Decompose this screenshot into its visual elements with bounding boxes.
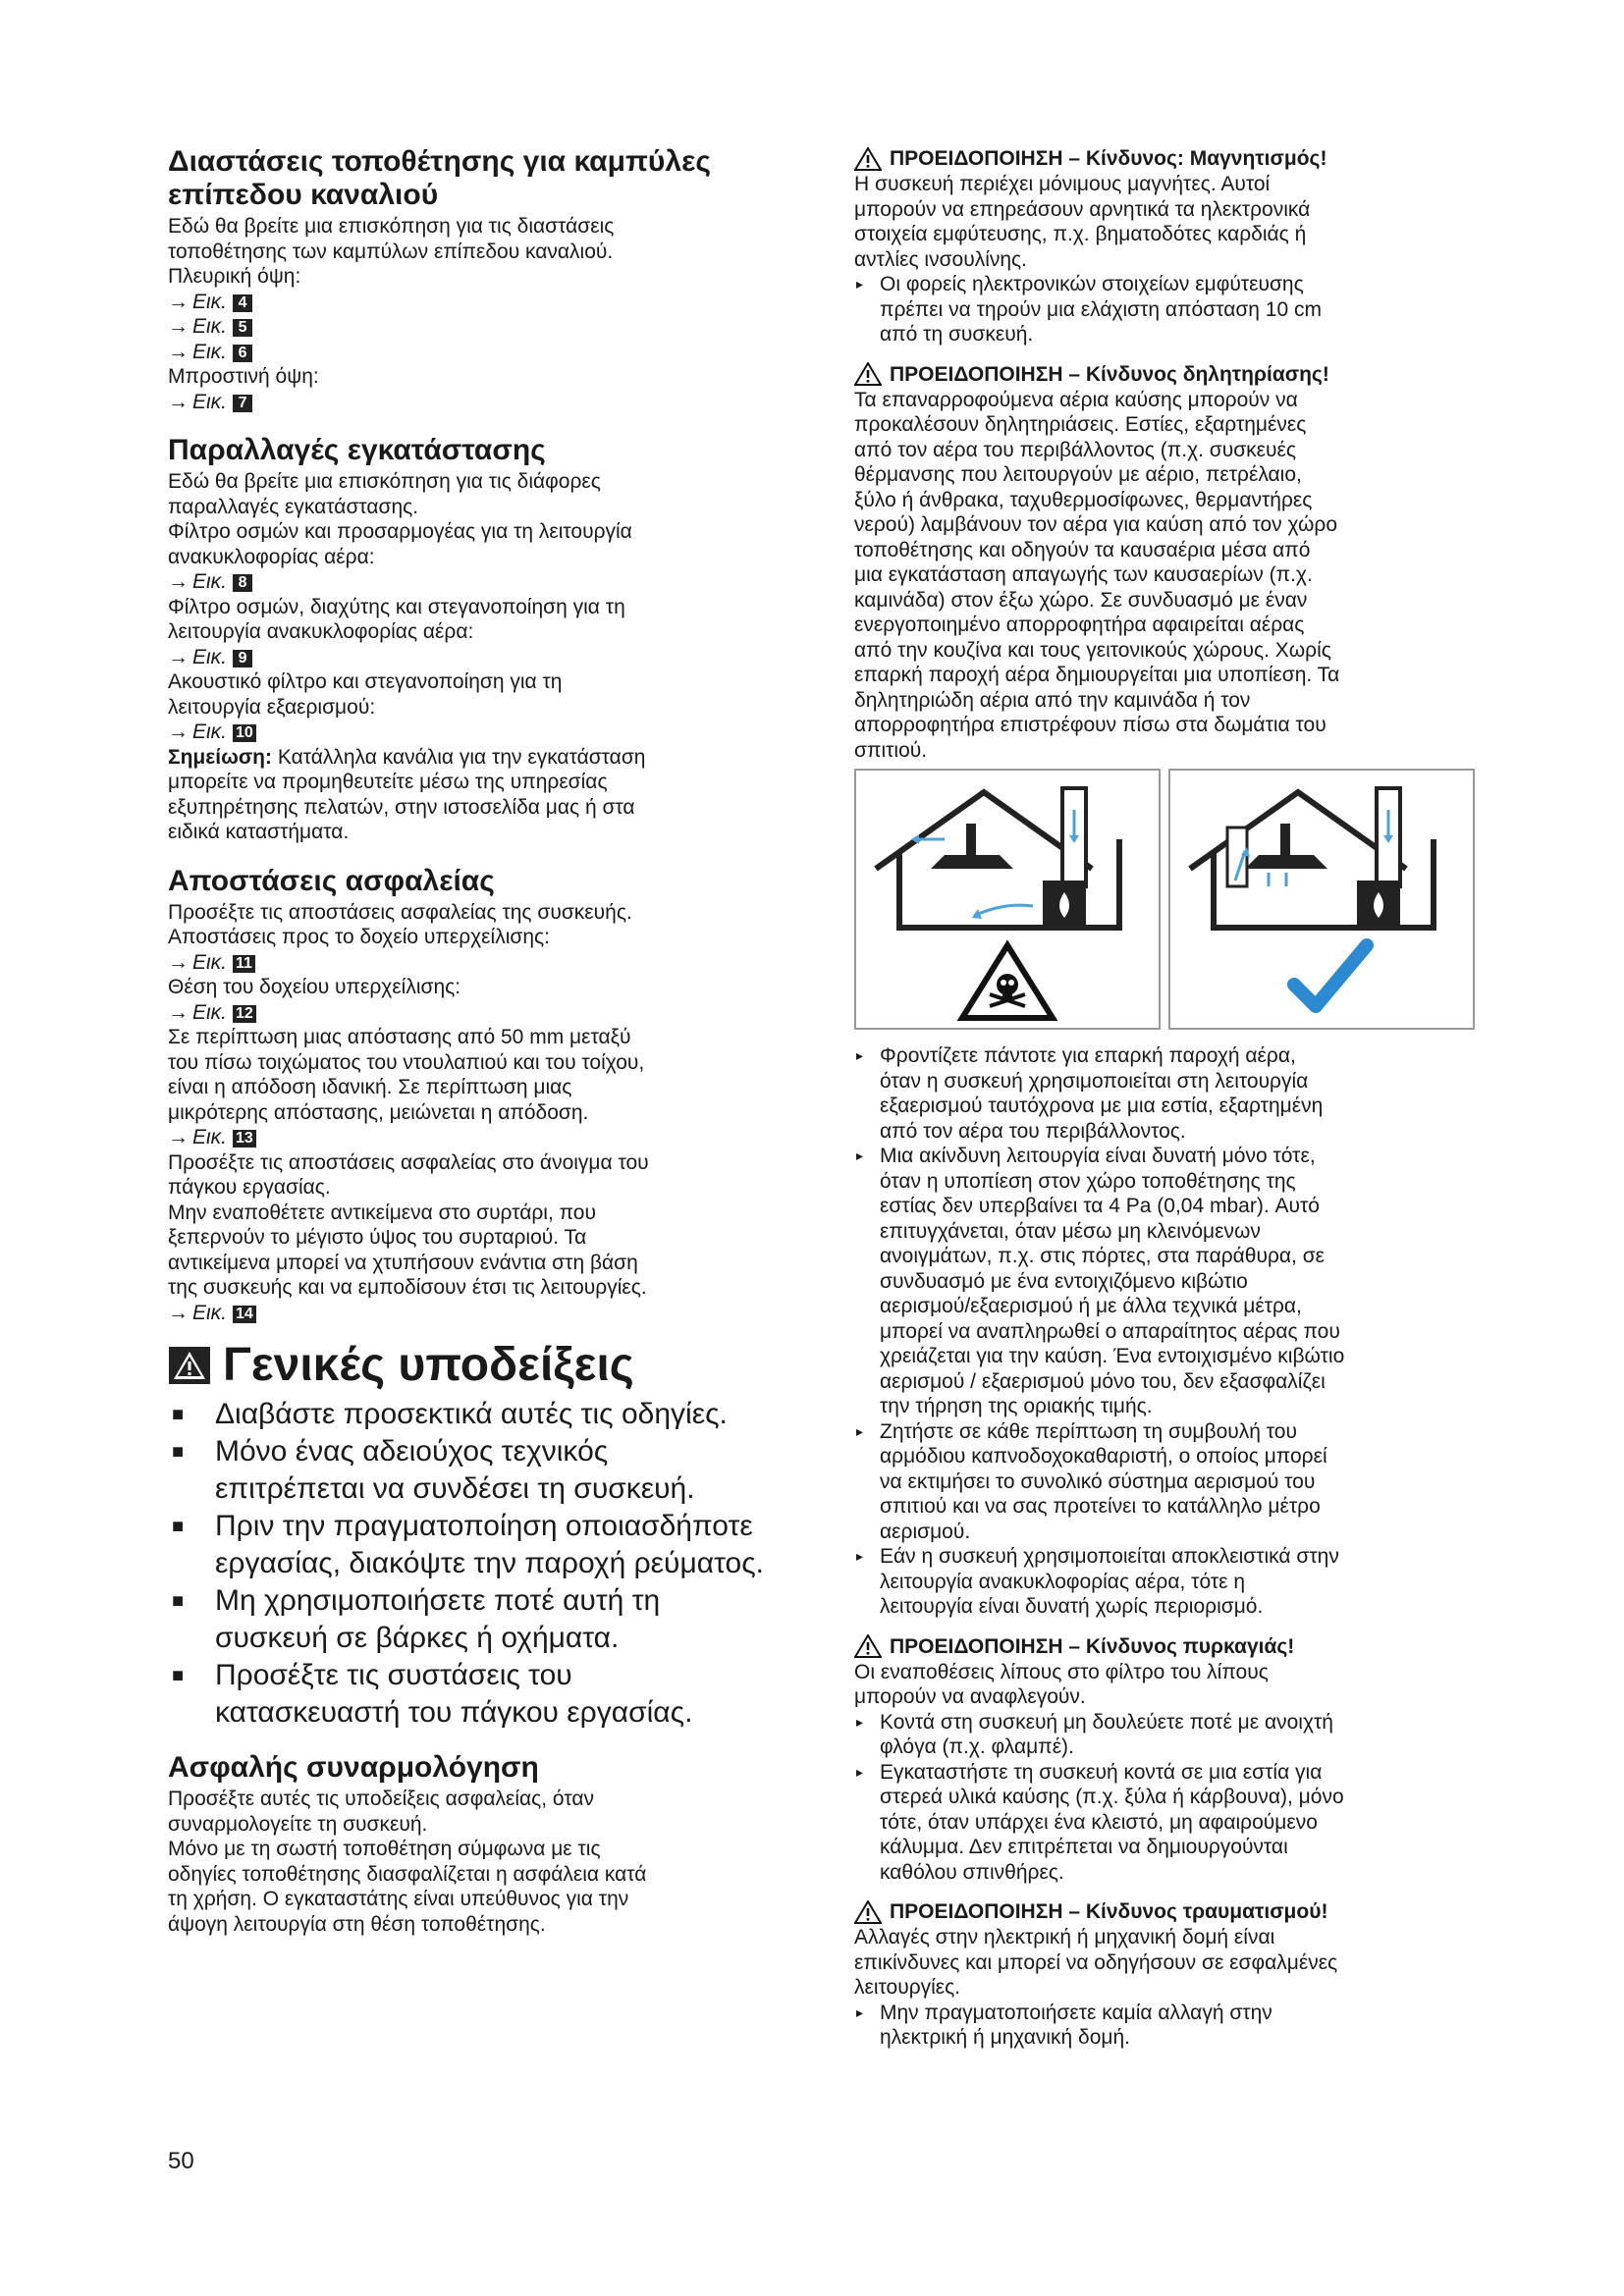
bullet-item: ▸ Φροντίζετε πάντοτε για επαρκή παροχή αέρα, όταν η συσκευή χρησιμοποιείται στη λειτουργία εξαερισμού ταυτόχρονα με μια εστία, εξαρτημένη από τον αέρα του περιβάλλοντος.	[856, 1044, 1324, 1143]
bullet-item: ▸ Οι φορείς ηλεκτρονικών στοιχείων εμφύτευσης πρέπει να τηρούν μια ελάχιστη απόσταση 10 cm από τη συσκευή.	[856, 273, 1322, 346]
paragraph: οδηγίες τοποθέτησης διασφαλίζεται η ασφάλεια κατά	[168, 1862, 647, 1886]
warning-triangle-icon	[854, 1634, 882, 1658]
figure-ref: → Εικ. 12	[168, 1000, 802, 1026]
right-column	[854, 145, 1476, 2051]
paragraph: θέρμανσης που λειτουργούν με αέριο, πετρέλαιο,	[854, 463, 1302, 486]
illustration-row	[854, 769, 1476, 1030]
paragraph: μικρότερης απόστασης, μειώνεται η απόδοση.	[168, 1100, 589, 1124]
figure-ref: → Εικ. 9	[168, 645, 802, 670]
paragraph: Ακουστικό φίλτρο και στεγανοποίηση για τη	[168, 670, 563, 693]
paragraph: είναι η απόδοση ιδανική. Σε περίπτωση μιας	[168, 1076, 572, 1098]
warning-triangle-icon	[854, 147, 882, 171]
paragraph: επικίνδυνες και μπορεί να οδηγήσουν σε εσφαλμένες	[854, 1950, 1338, 1974]
heading-installation-variants: Παραλλαγές εγκατάστασης	[168, 434, 546, 466]
paragraph: δηλητηριώδη αέρια από την καμινάδα ή τον	[854, 688, 1251, 712]
paragraph: Η συσκευή περιέχει μόνιμους μαγνήτες. Αυτοί	[854, 173, 1271, 195]
bullet-item: ▸ Μην πραγματοποιήσετε καμία αλλαγή στην ηλεκτρική ή μηχανική δομή.	[856, 2001, 1272, 2049]
list-item: ■ Μη χρησιμοποιήσετε ποτέ αυτή τη συσκευή σε βάρκες ή οχήματα.	[172, 1584, 661, 1654]
paragraph: αντλίες ινσουλίνης.	[854, 247, 1028, 271]
warning-title-injury: ΠΡΟΕΙΔΟΠΟΙΗΣΗ – Κίνδυνος τραυματισμού!	[854, 1898, 1476, 1925]
paragraph: από την κουζίνα και τους γειτονικούς χώρους. Χωρίς	[854, 638, 1331, 662]
figure-ref: → Εικ. 4	[168, 290, 802, 315]
note-label: Σημείωση:	[168, 745, 273, 769]
paragraph: επαρκή παροχή αέρα δημιουργείται μια υποπίεση. Τα	[854, 664, 1340, 686]
paragraph: Αλλαγές στην ηλεκτρική ή μηχανική δομή είναι	[854, 1926, 1275, 1949]
heading-safety-distances: Αποστάσεις ασφαλείας	[168, 864, 495, 897]
note: Σημείωση: Κατάλληλα κανάλια για την εγκατάσταση	[168, 745, 646, 769]
paragraph: Μην εναποθέτετε αντικείμενα στο συρτάρι, που	[168, 1201, 596, 1224]
left-column	[168, 145, 802, 1937]
paragraph: πάγκου εργασίας.	[168, 1176, 331, 1199]
illustration-unsafe	[854, 769, 1161, 1030]
warning-title-poisoning: ΠΡΟΕΙΔΟΠΟΙΗΣΗ – Κίνδυνος δηλητηρίασης!	[854, 361, 1476, 388]
bullet-item: ▸ Μια ακίνδυνη λειτουργία είναι δυνατή μόνο τότε, όταν η υποπίεση στον χώρο τοποθέτησης της εστίας δεν υπερβαίνει τα 4 Pa (0,04 mbar). Αυτό επιτυγχάνεται, όταν μέσω μη κλεινόμενων ανοιγμάτων, π.χ. στις πόρτες, στα παράθυρα, σε συνδυασμό με ένα εντοιχιζόμενο κιβώτιο αερισμού/εξαερισμού ή με άλλα τεχνικά μέτρα, μπορεί να αναπληρωθεί ο απαραίτητος αέρας που χρειάζεται για την καύση. Ένα εντοιχισμένο κιβώτιο αερισμού / εξαερισμού μόνο του, δεν εξασφαλίζει την τήρηση της οριακής τιμής.	[856, 1145, 1345, 1417]
heading-safe-assembly: Ασφαλής συναρμολόγηση	[168, 1751, 539, 1784]
bullet-item: ▸ Εάν η συσκευή χρησιμοποιείται αποκλειστικά στην λειτουργία ανακυκλοφορίας αέρα, τότε η λειτουργία είναι δυνατή χωρίς περιορισμό.	[856, 1545, 1339, 1618]
paragraph: μια εγκατάσταση απαγωγής των καυσαερίων (π.χ.	[854, 563, 1313, 586]
paragraph: λειτουργία εξαερισμού:	[168, 695, 376, 719]
paragraph: νερού) λαμβάνουν τον αέρα για καύση από τον χώρο	[854, 513, 1337, 536]
figure-ref: → Εικ. 14	[168, 1301, 802, 1326]
paragraph: Εδώ θα βρείτε μια επισκόπηση για τις διάφορες	[168, 470, 601, 493]
paragraph: ξύλο ή άνθρακα, ταχυθερμοσίφωνες, θερμαντήρες	[854, 488, 1313, 511]
paragraph: Προσέξτε τις αποστάσεις ασφαλείας στο άνοιγμα του	[168, 1150, 649, 1174]
warning-title-magnetism: ΠΡΟΕΙΔΟΠΟΙΗΣΗ – Κίνδυνος: Μαγνητισμός!	[854, 145, 1476, 172]
paragraph: ξεπερνούν το μέγιστο ύψος του συρταριού. Τα	[168, 1226, 587, 1249]
paragraph: ανακυκλοφορίας αέρα:	[168, 545, 375, 568]
paragraph: αντικείμενα μπορεί να χτυπήσουν ενάντια στη βάση	[168, 1251, 638, 1274]
figure-ref: → Εικ. 7	[168, 390, 802, 415]
paragraph: τοποθέτησης και οδηγούν τα καυσαέρια μέσα από	[854, 538, 1311, 561]
paragraph: Φίλτρο οσμών, διαχύτης και στεγανοποίηση για τη	[168, 595, 625, 618]
paragraph: άψογη λειτουργία στη θέση τοποθέτησης.	[168, 1912, 546, 1936]
paragraph: λειτουργίες.	[854, 1976, 961, 1999]
list-item: ■ Πριν την πραγματοποίηση οποιασδήποτε εργασίας, διακόψτε την παροχή ρεύματος.	[172, 1510, 764, 1579]
paragraph: Αποστάσεις προς το δοχείο υπερχείλισης:	[168, 926, 550, 948]
paragraph: μπορούν να αναφλεγούν.	[854, 1685, 1086, 1708]
paragraph: της συσκευής και να εμποδίσουν έτσι τις λειτουργίες.	[168, 1276, 647, 1299]
paragraph: Πλευρική όψη:	[168, 265, 301, 288]
paragraph: Μόνο με τη σωστή τοποθέτηση σύμφωνα με τις	[168, 1838, 601, 1860]
paragraph: μπορούν να επηρεάσουν αρνητικά τα ηλεκτρονικά	[854, 197, 1311, 221]
figure-ref: → Εικ. 13	[168, 1125, 802, 1150]
paragraph: Προσέξτε τις αποστάσεις ασφαλείας της συσκευής.	[168, 900, 632, 924]
paragraph: τη χρήση. Ο εγκαταστάτης είναι υπεύθυνος για την	[168, 1888, 629, 1910]
paragraph: Φίλτρο οσμών και προσαρμογέας για τη λειτουργία	[168, 520, 632, 543]
bullet-item: ▸ Κοντά στη συσκευή μη δουλεύετε ποτέ με ανοιχτή φλόγα (π.χ. φλαμπέ).	[856, 1710, 1333, 1758]
paragraph: ενεργοποιημένο απορροφητήρα αφαιρείται αέρας	[854, 614, 1305, 636]
paragraph: τοποθέτησης των καμπύλων επίπεδου καναλιού.	[168, 240, 614, 263]
heading-general-notes: Γενικές υποδείξεις	[168, 1339, 802, 1392]
paragraph: ειδικά καταστήματα.	[168, 821, 350, 843]
figure-ref: → Εικ. 8	[168, 569, 802, 595]
figure-ref: → Εικ. 10	[168, 720, 802, 745]
paragraph: στοιχεία εμφύτευσης, π.χ. βηματοδότες καρδιάς ή	[854, 223, 1307, 245]
figure-ref: → Εικ. 11	[168, 950, 802, 976]
heading-mounting-dimensions: Διαστάσεις τοποθέτησης για καμπύλες επίπεδου καναλιού	[168, 145, 711, 211]
warning-title-fire: ΠΡΟΕΙΔΟΠΟΙΗΣΗ – Κίνδυνος πυρκαγιάς!	[854, 1633, 1476, 1660]
warning-triangle-icon	[854, 1900, 882, 1924]
paragraph: σπιτιού.	[854, 738, 928, 762]
paragraph: του πίσω τοιχώματος του ντουλαπιού και του τοίχου,	[168, 1050, 645, 1074]
figure-ref: → Εικ. 5	[168, 314, 802, 340]
paragraph: εξυπηρέτησης πελατών, στην ιστοσελίδα μας ή στα	[168, 795, 635, 819]
list-item: ■ Διαβάστε προσεκτικά αυτές τις οδηγίες.	[172, 1398, 728, 1430]
paragraph: από τον αέρα του περιβάλλοντος (π.χ. συσκευές	[854, 438, 1296, 461]
paragraph: Τα επαναρροφούμενα αέρια καύσης μπορούν να	[854, 388, 1298, 411]
paragraph: απορροφητήρα επιστρέφουν πίσω στα δωμάτια του	[854, 714, 1326, 736]
warning-triangle-icon	[854, 362, 882, 386]
paragraph: Θέση του δοχείου υπερχείλισης:	[168, 976, 461, 998]
paragraph: προκαλέσουν δηλητηριάσεις. Εστίες, εξαρτημένες	[854, 413, 1307, 436]
list-item: ■ Μόνο ένας αδειούχος τεχνικός επιτρέπεται να συνδέσει τη συσκευή.	[172, 1435, 695, 1505]
paragraph: μπορείτε να προμηθευτείτε μέσω της υπηρεσίας	[168, 771, 608, 793]
paragraph: καμινάδα) στον έξω χώρο. Σε συνδυασμό με έναν	[854, 588, 1308, 612]
paragraph: Σε περίπτωση μιας απόστασης από 50 mm μεταξύ	[168, 1026, 631, 1048]
list-item: ■ Προσέξτε τις συστάσεις του κατασκευαστή του πάγκου εργασίας.	[172, 1659, 693, 1729]
figure-ref: → Εικ. 6	[168, 340, 802, 365]
paragraph: παραλλαγές εγκατάστασης.	[168, 495, 419, 518]
bullet-item: ▸ Εγκαταστήστε τη συσκευή κοντά σε μια εστία για στερεά υλικά καύσης (π.χ. ξύλα ή κάρβουνα), μόνο τότε, όταν υπάρχει ένα κλειστό, μη αφαιρούμενο κάλυμμα. Δεν επιτρέπεται να δημιουργούνται καθόλου σπινθήρες.	[856, 1760, 1344, 1884]
bullet-item: ▸ Ζητήστε σε κάθε περίπτωση τη συμβουλή του αρμόδιου καπνοδοχοκαθαριστή, ο οποίος μπορεί να εκτιμήσει το συνολικό σύστημα αερισμού του σπιτιού και να σας προτείνει το κατάλληλο μέτρο αερισμού.	[856, 1419, 1327, 1543]
paragraph: λειτουργία ανακυκλοφορίας αέρα:	[168, 620, 474, 643]
paragraph: Οι εναποθέσεις λίπους στο φίλτρο του λίπους	[854, 1660, 1269, 1683]
paragraph: συναρμολογείτε τη συσκευή.	[168, 1812, 428, 1836]
paragraph: Μπροστινή όψη:	[168, 365, 319, 388]
paragraph: Εδώ θα βρείτε μια επισκόπηση για τις διαστάσεις	[168, 215, 615, 238]
page-number: 50	[168, 2148, 194, 2174]
warning-icon	[168, 1346, 211, 1385]
paragraph: Προσέξτε αυτές τις υποδείξεις ασφαλείας, όταν	[168, 1788, 594, 1810]
illustration-safe	[1168, 769, 1475, 1030]
